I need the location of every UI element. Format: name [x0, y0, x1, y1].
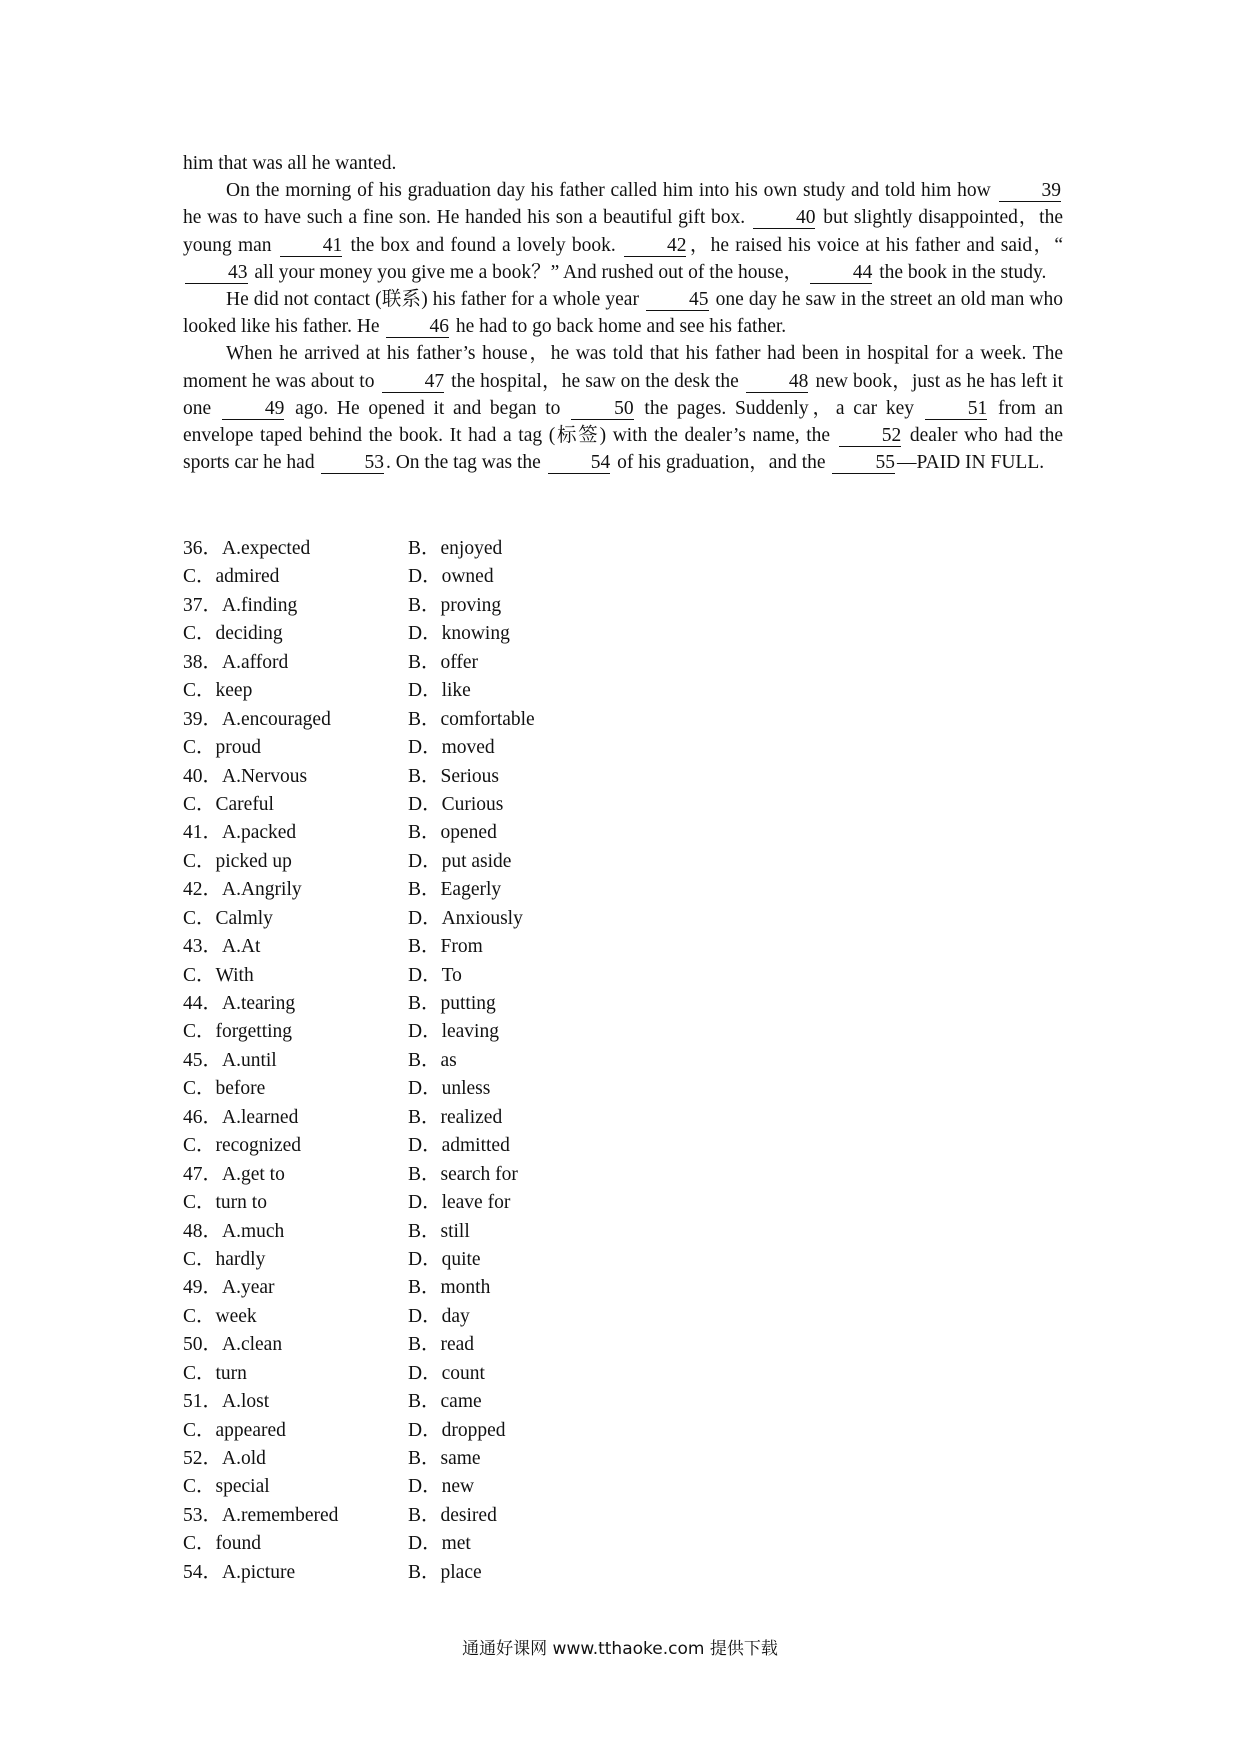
blank-46: 46	[386, 317, 449, 338]
option-right: D．like	[408, 680, 471, 702]
option-left: C．With	[183, 964, 254, 986]
option-left: 40．A.Nervous	[183, 765, 308, 787]
passage-text: On the morning of his graduation day his father called him into his own study and told him how	[226, 180, 991, 202]
passage-text: one day he saw in the street an old man who looked like his father. He	[183, 289, 1064, 338]
blank-48: 48	[746, 372, 809, 393]
passage-text: ago. He opened it and began to	[295, 397, 561, 419]
option-left: C．hardly	[183, 1248, 266, 1270]
option-left: C．Careful	[183, 793, 274, 815]
option-right: B．search for	[408, 1163, 518, 1185]
option-left: C．admired	[183, 566, 280, 588]
option-right: B．putting	[408, 993, 496, 1014]
option-right: D．count	[408, 1362, 485, 1384]
option-left: 37．A.finding	[183, 594, 298, 616]
passage-text: the hospital，he saw on the desk the	[451, 370, 739, 392]
option-right: D．quite	[408, 1248, 481, 1270]
option-left: C．deciding	[183, 623, 283, 645]
option-right: B．place	[408, 1561, 482, 1583]
option-right: B．offer	[408, 651, 479, 673]
blank-47: 47	[382, 372, 445, 393]
option-right: B．desired	[408, 1504, 497, 1526]
passage-paragraph-0	[183, 150, 1063, 177]
option-left: 43．A.At	[183, 936, 261, 958]
option-left: 52．A.old	[183, 1448, 266, 1469]
option-left: 47．A.get to	[183, 1163, 285, 1185]
option-left: C．keep	[183, 680, 253, 702]
option-right: D．owned	[408, 566, 494, 588]
passage-text: . On the tag was the	[385, 452, 541, 474]
option-right: B．month	[408, 1277, 491, 1299]
blank-41: 41	[280, 236, 343, 257]
option-left: C．found	[183, 1533, 262, 1555]
option-right: D．Curious	[408, 793, 504, 815]
passage-paragraph-2	[183, 286, 1063, 340]
blank-52: 52	[839, 426, 902, 447]
passage-text: the box and found a lovely book.	[350, 234, 616, 256]
option-left: C．week	[183, 1305, 257, 1327]
option-right: D．leave for	[408, 1192, 511, 1214]
option-right: D．dropped	[408, 1419, 506, 1441]
option-left: C．Calmly	[183, 907, 273, 929]
option-left: C．proud	[183, 737, 262, 759]
passage-text: he had to go back home and see his father.	[455, 316, 787, 338]
option-left: 39．A.encouraged	[183, 708, 331, 730]
option-right: D．leaving	[408, 1021, 499, 1043]
option-left: 46．A.learned	[183, 1106, 299, 1128]
blank-44: 44	[810, 263, 873, 284]
option-left: 36．A.expected	[183, 538, 311, 559]
option-right: D．admitted	[408, 1135, 510, 1157]
option-left: C．special	[183, 1476, 270, 1498]
option-right: B．From	[408, 936, 483, 958]
passage-text: dealer who had the sports car he had	[183, 425, 1064, 474]
option-right: B．enjoyed	[408, 538, 503, 559]
passage-text: the pages. Suddenly，a car key	[644, 397, 914, 419]
option-right: B．Eagerly	[408, 879, 502, 901]
option-right: B．still	[408, 1220, 470, 1242]
option-right: D．moved	[408, 737, 495, 759]
option-right: B．came	[408, 1391, 482, 1413]
option-left: C．appeared	[183, 1419, 286, 1441]
footer-text: 通通好课网 www.tthaoke.com 提供下载	[462, 1639, 778, 1659]
blank-40: 40	[753, 208, 816, 229]
option-right: B．read	[408, 1334, 475, 1356]
option-left: 48．A.much	[183, 1220, 285, 1242]
blank-45: 45	[646, 290, 709, 311]
option-left: 54．A.picture	[183, 1561, 296, 1583]
option-left: C．turn	[183, 1362, 247, 1384]
option-left: 51．A.lost	[183, 1391, 270, 1413]
blank-53: 53	[321, 453, 384, 474]
blank-49: 49	[222, 399, 285, 420]
option-left: 45．A.until	[183, 1049, 277, 1071]
passage-paragraph-3	[183, 340, 1063, 476]
option-left: C．recognized	[183, 1135, 302, 1157]
option-left: 42．A.Angrily	[183, 879, 302, 901]
option-right: B．comfortable	[408, 708, 535, 730]
passage-text: the book in the study.	[879, 261, 1047, 283]
blank-42: 42	[624, 236, 687, 257]
option-left: 38．A.afford	[183, 651, 289, 673]
option-right: B．as	[408, 1049, 457, 1071]
option-right: D．knowing	[408, 623, 510, 645]
option-right: B．opened	[408, 822, 497, 844]
option-right: D．unless	[408, 1078, 491, 1100]
blank-39: 39	[999, 181, 1062, 202]
passage-paragraph-1	[183, 177, 1063, 286]
option-right: D．put aside	[408, 850, 512, 872]
passage-text: —PAID IN FULL.	[896, 452, 1045, 474]
option-right: D．day	[408, 1305, 470, 1327]
option-left: C．picked up	[183, 850, 292, 872]
option-left: C．forgetting	[183, 1021, 293, 1043]
cloze-passage	[183, 150, 1063, 476]
passage-text: When he arrived at his father’s house，he was told that his father had been in hospital for a week. The moment he was about to	[183, 343, 1063, 392]
option-right: B．Serious	[408, 765, 500, 787]
option-left: 44．A.tearing	[183, 993, 296, 1014]
option-right: B．proving	[408, 594, 502, 616]
option-right: D．To	[408, 964, 462, 986]
passage-text: of his graduation，and the	[617, 452, 826, 474]
option-right: D．new	[408, 1476, 475, 1498]
blank-54: 54	[548, 453, 611, 474]
option-right: B．realized	[408, 1106, 503, 1128]
blank-55: 55	[832, 453, 895, 474]
option-right: D．met	[408, 1533, 471, 1555]
passage-text: he was to have such a fine son. He handed his son a beautiful gift box.	[183, 207, 746, 229]
passage-text: from an envelope taped behind the book. It had a tag (标签) with the dealer’s name, the	[183, 397, 1064, 447]
option-right: D．Anxiously	[408, 907, 523, 929]
option-left: 49．A.year	[183, 1277, 275, 1299]
passage-text: ，he raised his voice at his father and said，“	[688, 234, 1064, 256]
passage-text: He did not contact (联系) his father for a whole year	[226, 289, 639, 311]
blank-43: 43	[185, 263, 248, 284]
option-left: 41．A.packed	[183, 822, 297, 844]
option-left: C．before	[183, 1078, 266, 1100]
option-left: C．turn to	[183, 1192, 267, 1214]
blank-51: 51	[925, 399, 988, 420]
passage-text: all your money you give me a book？” And rushed out of the house，	[254, 261, 803, 283]
passage-text: new book，just as he has left it one	[183, 370, 1064, 419]
blank-50: 50	[571, 399, 634, 420]
option-left: 50．A.clean	[183, 1334, 283, 1356]
option-right: B．same	[408, 1448, 481, 1469]
passage-text: but slightly disappointed，the young man	[183, 207, 1063, 256]
option-left: 53．A.remembered	[183, 1504, 339, 1526]
passage-text: him that was all he wanted.	[183, 153, 397, 174]
